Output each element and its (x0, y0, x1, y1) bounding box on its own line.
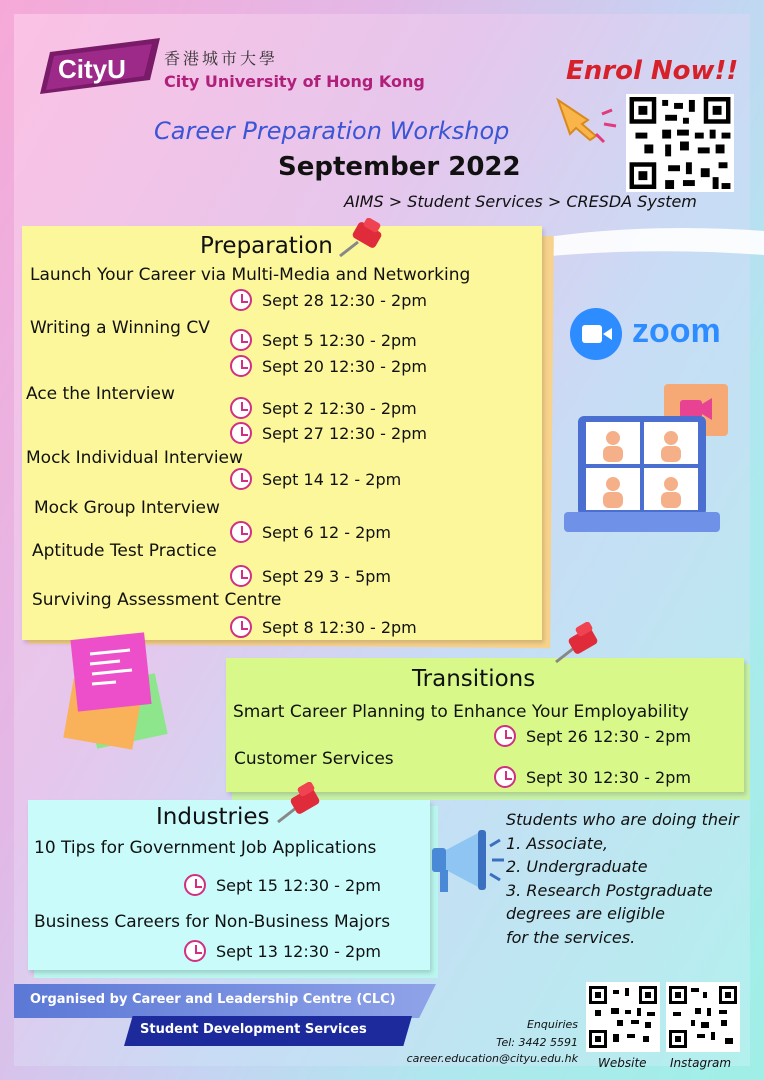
prep-item-title-5: Mock Group Interview (34, 498, 220, 518)
zoom-wordmark: zoom (632, 312, 721, 350)
university-chinese-name: 香港城市大學 (164, 49, 279, 68)
session-text: Sept 27 12:30 - 2pm (262, 423, 427, 443)
session-text: Sept 8 12:30 - 2pm (262, 617, 417, 637)
push-pin-icon (272, 782, 326, 826)
clock-icon (230, 565, 252, 587)
transitions-item-title-2: Customer Services (234, 749, 394, 769)
clock-icon (230, 289, 252, 311)
instagram-qr-code[interactable] (666, 982, 740, 1052)
prep-session-8[interactable] (230, 565, 391, 587)
cityu-logo (40, 38, 160, 94)
qr-code-icon (629, 97, 731, 189)
clock-icon (184, 874, 206, 896)
workshop-title: Career Preparation Workshop (154, 117, 510, 145)
session-text: Sept 26 12:30 - 2pm (526, 726, 691, 746)
clock-icon (230, 468, 252, 490)
session-text: Sept 28 12:30 - 2pm (262, 290, 427, 310)
eligibility-outro: for the services. (506, 927, 636, 947)
prep-session-9[interactable] (230, 616, 417, 638)
eligibility-text (506, 808, 739, 949)
session-text: Sept 20 12:30 - 2pm (262, 356, 427, 376)
prep-item-title-3: Ace the Interview (26, 384, 175, 404)
prep-item-title-2: Writing a Winning CV (30, 318, 210, 338)
department-text: Student Development Services (140, 1022, 367, 1037)
transitions-title: Transitions (412, 666, 536, 692)
instagram-label: Instagram (670, 1056, 732, 1070)
prep-item-title-1: Launch Your Career via Multi-Media and Networking (30, 265, 471, 285)
transitions-session-2[interactable] (494, 766, 691, 788)
industries-session-1[interactable] (184, 874, 381, 896)
workshop-month: September 2022 (278, 152, 521, 182)
session-text: Sept 29 3 - 5pm (262, 566, 392, 586)
sticky-notes-illustration (60, 630, 180, 760)
clock-icon (230, 329, 252, 351)
transitions-item-title-1: Smart Career Planning to Enhance Your Employability (233, 702, 689, 722)
clock-icon (230, 616, 252, 638)
transitions-session-1[interactable] (494, 725, 691, 747)
session-text: Sept 6 12 - 2pm (262, 522, 392, 542)
logo-text: CityU (58, 54, 126, 84)
prep-session-4[interactable] (230, 397, 417, 419)
eligibility-outro: degrees are eligible (506, 904, 665, 923)
industries-title: Industries (156, 804, 270, 830)
university-english-name: City University of Hong Kong (164, 72, 425, 91)
enquiries-email[interactable]: career.education@cityu.edu.hk (406, 1052, 578, 1065)
organiser-text: Organised by Career and Leadership Centre (CLC) (30, 992, 396, 1007)
eligibility-item: 1. Associate, (506, 833, 609, 853)
preparation-title: Preparation (200, 233, 333, 259)
session-text: Sept 5 12:30 - 2pm (262, 330, 417, 350)
eligibility-intro: Students who are doing their (506, 810, 739, 829)
prep-session-7[interactable] (230, 521, 391, 543)
prep-session-6[interactable] (230, 468, 401, 490)
industries-session-2[interactable] (184, 940, 381, 962)
clock-icon (494, 766, 516, 788)
prep-session-5[interactable] (230, 422, 427, 444)
website-label: Website (598, 1056, 647, 1070)
megaphone-icon (428, 826, 506, 900)
clock-icon (230, 521, 252, 543)
video-conference-illustration (560, 380, 736, 536)
pointing-hand-icon (552, 90, 622, 146)
qr-code-icon (669, 985, 737, 1049)
push-pin-icon (334, 218, 388, 262)
industries-item-title-1: 10 Tips for Government Job Applications (34, 838, 377, 858)
clock-icon (230, 397, 252, 419)
eligibility-item: 2. Undergraduate (506, 857, 648, 876)
clock-icon (230, 355, 252, 377)
enrol-path: AIMS > Student Services > CRESDA System (344, 192, 697, 211)
clock-icon (230, 422, 252, 444)
clock-icon (184, 940, 206, 962)
prep-item-title-7: Surviving Assessment Centre (32, 590, 282, 610)
qr-code-icon (589, 985, 657, 1049)
prep-item-title-6: Aptitude Test Practice (32, 541, 217, 561)
prep-session-2[interactable] (230, 329, 417, 351)
session-text: Sept 30 12:30 - 2pm (526, 767, 691, 787)
enquiries-label: Enquiries (526, 1018, 578, 1031)
prep-session-1[interactable] (230, 289, 427, 311)
session-text: Sept 2 12:30 - 2pm (262, 398, 417, 418)
website-qr-code[interactable] (586, 982, 660, 1052)
push-pin-icon (550, 622, 604, 666)
enquiries-tel[interactable]: Tel: 3442 5591 (496, 1036, 578, 1049)
session-text: Sept 13 12:30 - 2pm (216, 941, 381, 961)
zoom-logo-icon (570, 308, 622, 360)
session-text: Sept 15 12:30 - 2pm (216, 875, 381, 895)
eligibility-item: 3. Research Postgraduate (506, 880, 713, 900)
prep-item-title-4: Mock Individual Interview (26, 448, 243, 468)
enrol-now-heading: Enrol Now!! (566, 56, 739, 86)
clock-icon (494, 725, 516, 747)
industries-item-title-2: Business Careers for Non-Business Majors (34, 912, 391, 932)
session-text: Sept 14 12 - 2pm (262, 469, 402, 489)
enrol-qr-code[interactable] (626, 94, 734, 192)
prep-session-3[interactable] (230, 355, 427, 377)
